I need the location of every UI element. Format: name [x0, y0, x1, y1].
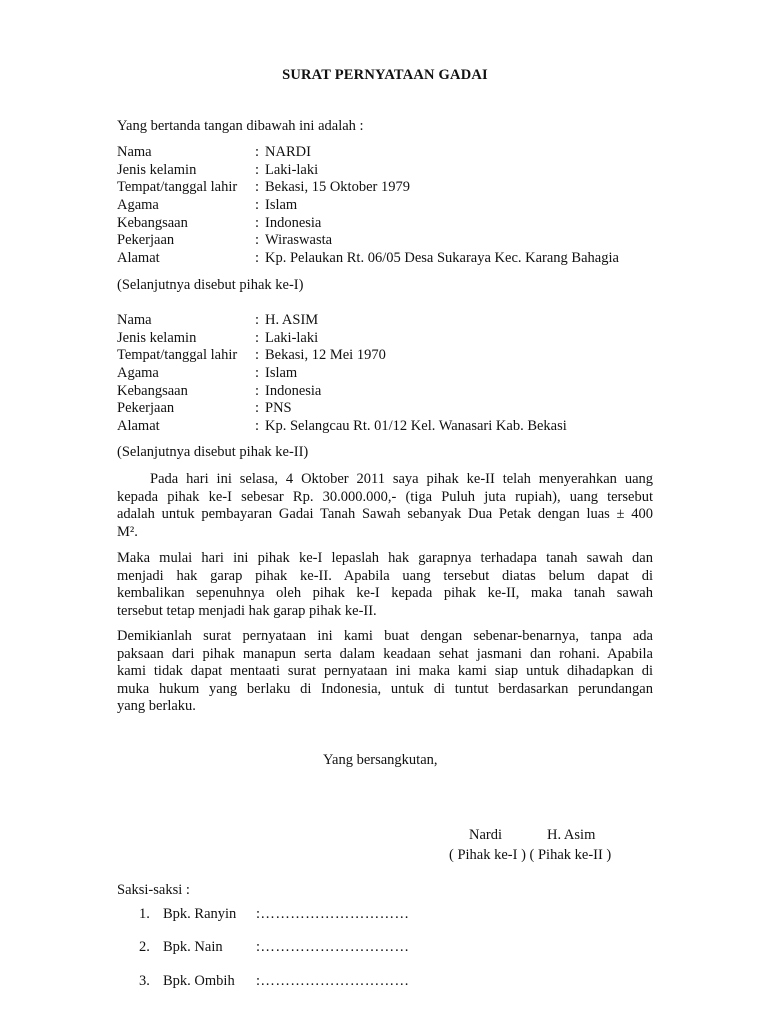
party1-row-pekerjaan: Pekerjaan : Wiraswasta	[117, 232, 333, 249]
party2-note: (Selanjutnya disebut pihak ke-II)	[117, 444, 309, 460]
party2-row-kebangsaan: Kebangsaan : Indonesia	[117, 382, 322, 399]
paragraph-rights: Maka mulai hari ini pihak ke-I lepaslah hak garapnya terhadapa tanah sawah dan menjadi hak garap pihak ke-II. Apabila uang tersebut diatas belum dapat di kembalikan sepenuhnya oleh pihak ke-I kepada pihak ke-II, maka tanah sawah tersebut tetap menjadi hak garap pihak ke-II.	[117, 550, 653, 619]
document-title: SURAT PERNYATAAN GADAI	[282, 67, 488, 83]
party1-row-agama: Agama : Islam	[117, 197, 298, 214]
party1-note: (Selanjutnya disebut pihak ke-I)	[117, 277, 304, 293]
witness-item: 1. Bpk. Ranyin :…………………………	[139, 906, 410, 922]
paragraph-handover: Pada hari ini selasa, 4 Oktober 2011 saya pihak ke-II telah menyerahkan uang kepada pihak ke-I sebesar Rp. 30.000.000,- (tiga Puluh juta rupiah), uang tersebut adalah untuk pembayaran Gadai Tanah Sawah sebanyak Dua Petak dengan luas ± 400 M².	[117, 471, 653, 540]
signature-name-party1: Nardi	[469, 827, 503, 843]
paragraph-statement: Demikianlah surat pernyataan ini kami buat dengan sebenar-benarnya, tanpa ada paksaan dari pihak manapun serta dalam keadaan sehat jasmani dan rohani. Apabila kami tidak dapat mentaati surat pernyataan ini maka kami siap untuk dihadapkan di muka hukum yang berlaku di Indonesia, untuk di tuntut berdasarkan perundangan yang berlaku.	[117, 628, 653, 714]
party2-row-nama: Nama : H. ASIM	[117, 312, 319, 328]
party2-row-jenis-kelamin: Jenis kelamin : Laki-laki	[117, 329, 319, 346]
party1-row-nama: Nama : NARDI	[117, 144, 311, 160]
witness-item: 2. Bpk. Nain :…………………………	[139, 939, 410, 955]
party1-row-jenis-kelamin: Jenis kelamin : Laki-laki	[117, 161, 319, 178]
party2-row-pekerjaan: Pekerjaan : PNS	[117, 400, 292, 417]
signature-name-party2: H. Asim	[547, 827, 596, 843]
party2-row-alamat: Alamat : Kp. Selangcau Rt. 01/12 Kel. Wanasari Kab. Bekasi	[117, 418, 567, 435]
witness-item: 3. Bpk. Ombih :…………………………	[139, 973, 410, 989]
intro-text: Yang bertanda tangan dibawah ini adalah :	[117, 118, 364, 134]
party2-row-tempat-tanggal-lahir: Tempat/tanggal lahir : Bekasi, 12 Mei 1970	[117, 347, 386, 364]
party1-identity-table	[117, 143, 677, 267]
witnesses-title: Saksi-saksi :	[117, 882, 190, 898]
signature-roles: ( Pihak ke-I ) ( Pihak ke-II )	[449, 847, 612, 863]
party1-row-tempat-tanggal-lahir: Tempat/tanggal lahir : Bekasi, 15 Oktober 1979	[117, 179, 410, 196]
party2-identity-table	[117, 311, 677, 435]
party1-row-alamat: Alamat : Kp. Pelaukan Rt. 06/05 Desa Sukaraya Kec. Karang Bahagia	[117, 250, 619, 267]
party2-row-agama: Agama : Islam	[117, 365, 298, 382]
closing-text: Yang bersangkutan,	[323, 752, 438, 768]
party1-row-kebangsaan: Kebangsaan : Indonesia	[117, 214, 322, 231]
